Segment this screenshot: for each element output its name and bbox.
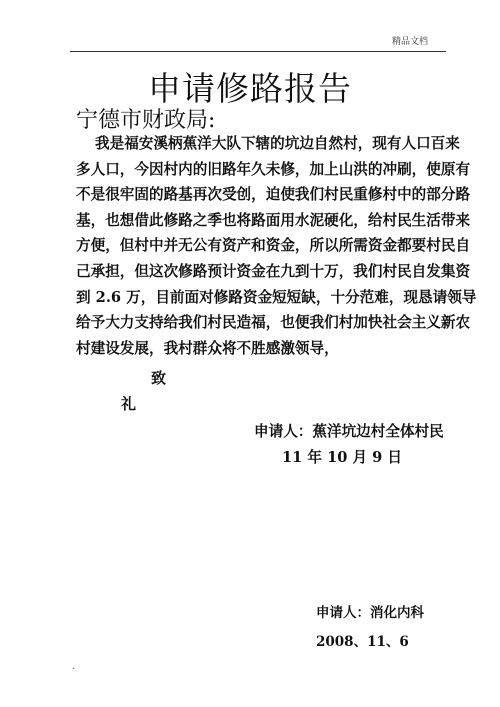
body-line: 方便，但村中并无公有资产和资金，所以所需资金都要村民自 (76, 237, 471, 255)
body-line: 己承担，但这次修路预计资金在九到十万，我们村民自发集资 (76, 262, 471, 280)
body-line: 多人口，今因村内的旧路年久未修，加上山洪的冲刷，使原有 (76, 160, 471, 178)
date-villagers: 11 年 10 月 9 日 (282, 449, 402, 466)
document-title: 申请修路报告 (148, 69, 352, 108)
document-tag: 精品文档 (391, 37, 428, 47)
body-line: 基，也想借此修路之季也将路面用水泥硬化，给村民生活带来 (76, 211, 471, 229)
letter-body (76, 131, 477, 361)
body-line: 给予大力支持给我们村民造福，也便我们村加快社会主义新农 (76, 314, 471, 332)
footer-mark: . (72, 661, 76, 672)
applicant-department: 申请人：消化内科 (316, 605, 424, 621)
body-line: 村建设发展，我村群众将不胜感激领导， (76, 339, 339, 357)
body-line: 不是很牢固的路基再次受创，迫使我们村民重修村中的部分路 (76, 186, 471, 204)
date-department: 2008、11、6 (316, 634, 409, 650)
applicant-villagers: 申请人：蕉洋坑边村全体村民 (254, 423, 444, 440)
body-line: 到 2.6 万，目前面对修路资金短短缺，十分范难，现恳请领导 (76, 288, 477, 306)
body-line: 我是福安溪柄蕉洋大队下辖的坑边自然村，现有人口百来 (95, 135, 460, 152)
salutation-li: 礼 (121, 395, 137, 413)
addressee: 宁德市财政局: (76, 108, 216, 133)
salutation-zhi: 致 (151, 369, 167, 387)
header-rule (70, 51, 446, 52)
